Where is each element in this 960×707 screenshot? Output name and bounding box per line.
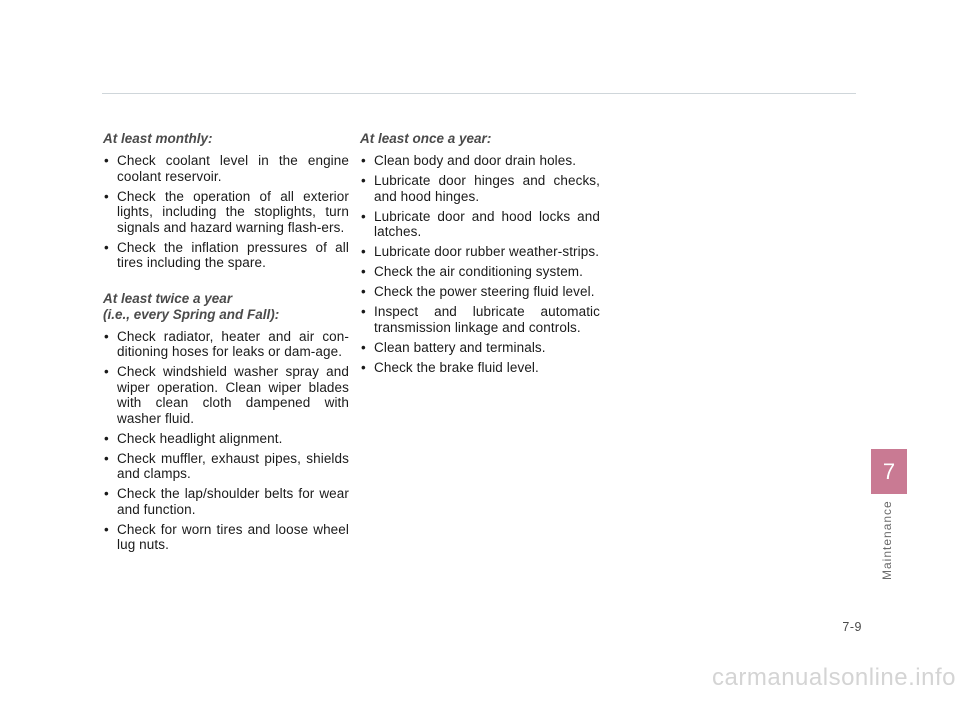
section-heading: At least monthly: [103,131,213,146]
section-monthly [103,131,349,271]
list-item: • Check the operation of all exterior lights, including the stoplights, turn signals and hazard warning flash-ers. [103,189,349,236]
list-item: • Check coolant level in the engine coolant reservoir. [103,153,349,184]
list-item: • Check radiator, heater and air con-ditioning hoses for leaks or dam-age. [103,329,349,360]
list-item: • Check windshield washer spray and wiper operation. Clean wiper blades with clean cloth dampened with washer fluid. [103,364,349,426]
watermark: carmanualsonline.info [712,664,956,691]
list-item: • Inspect and lubricate automatic transmission linkage and controls. [360,304,600,335]
section-heading: At least once a year: [360,131,492,146]
page-number: 7-9 [842,620,862,634]
list-item: • Clean body and door drain holes. [360,153,600,169]
checklist [360,153,600,375]
list-item: • Check the power steering fluid level. [360,284,600,300]
right-column [360,131,600,395]
checklist [103,329,349,553]
chapter-label: Maintenance [880,500,894,580]
section-heading: At least twice a year (i.e., every Spring and Fall): [103,290,280,322]
section-once-a-year [360,131,600,375]
list-item: • Check the air conditioning system. [360,264,600,280]
list-item: • Clean battery and terminals. [360,340,600,356]
list-item: • Lubricate door rubber weather-strips. [360,244,600,260]
header-rule [102,93,856,94]
list-item: • Lubricate door and hood locks and latches. [360,209,600,240]
list-item: • Check for worn tires and loose wheel lug nuts. [103,522,349,553]
list-item: • Lubricate door hinges and checks, and hood hinges. [360,173,600,204]
list-item: • Check the lap/shoulder belts for wear and function. [103,486,349,517]
section-twice-a-year [103,291,349,553]
checklist [103,153,349,271]
chapter-tab[interactable]: 7 [871,449,907,494]
left-column [103,131,349,573]
list-item: • Check headlight alignment. [103,431,349,447]
list-item: • Check muffler, exhaust pipes, shields and clamps. [103,451,349,482]
list-item: • Check the brake fluid level. [360,360,600,376]
list-item: • Check the inflation pressures of all tires including the spare. [103,240,349,271]
